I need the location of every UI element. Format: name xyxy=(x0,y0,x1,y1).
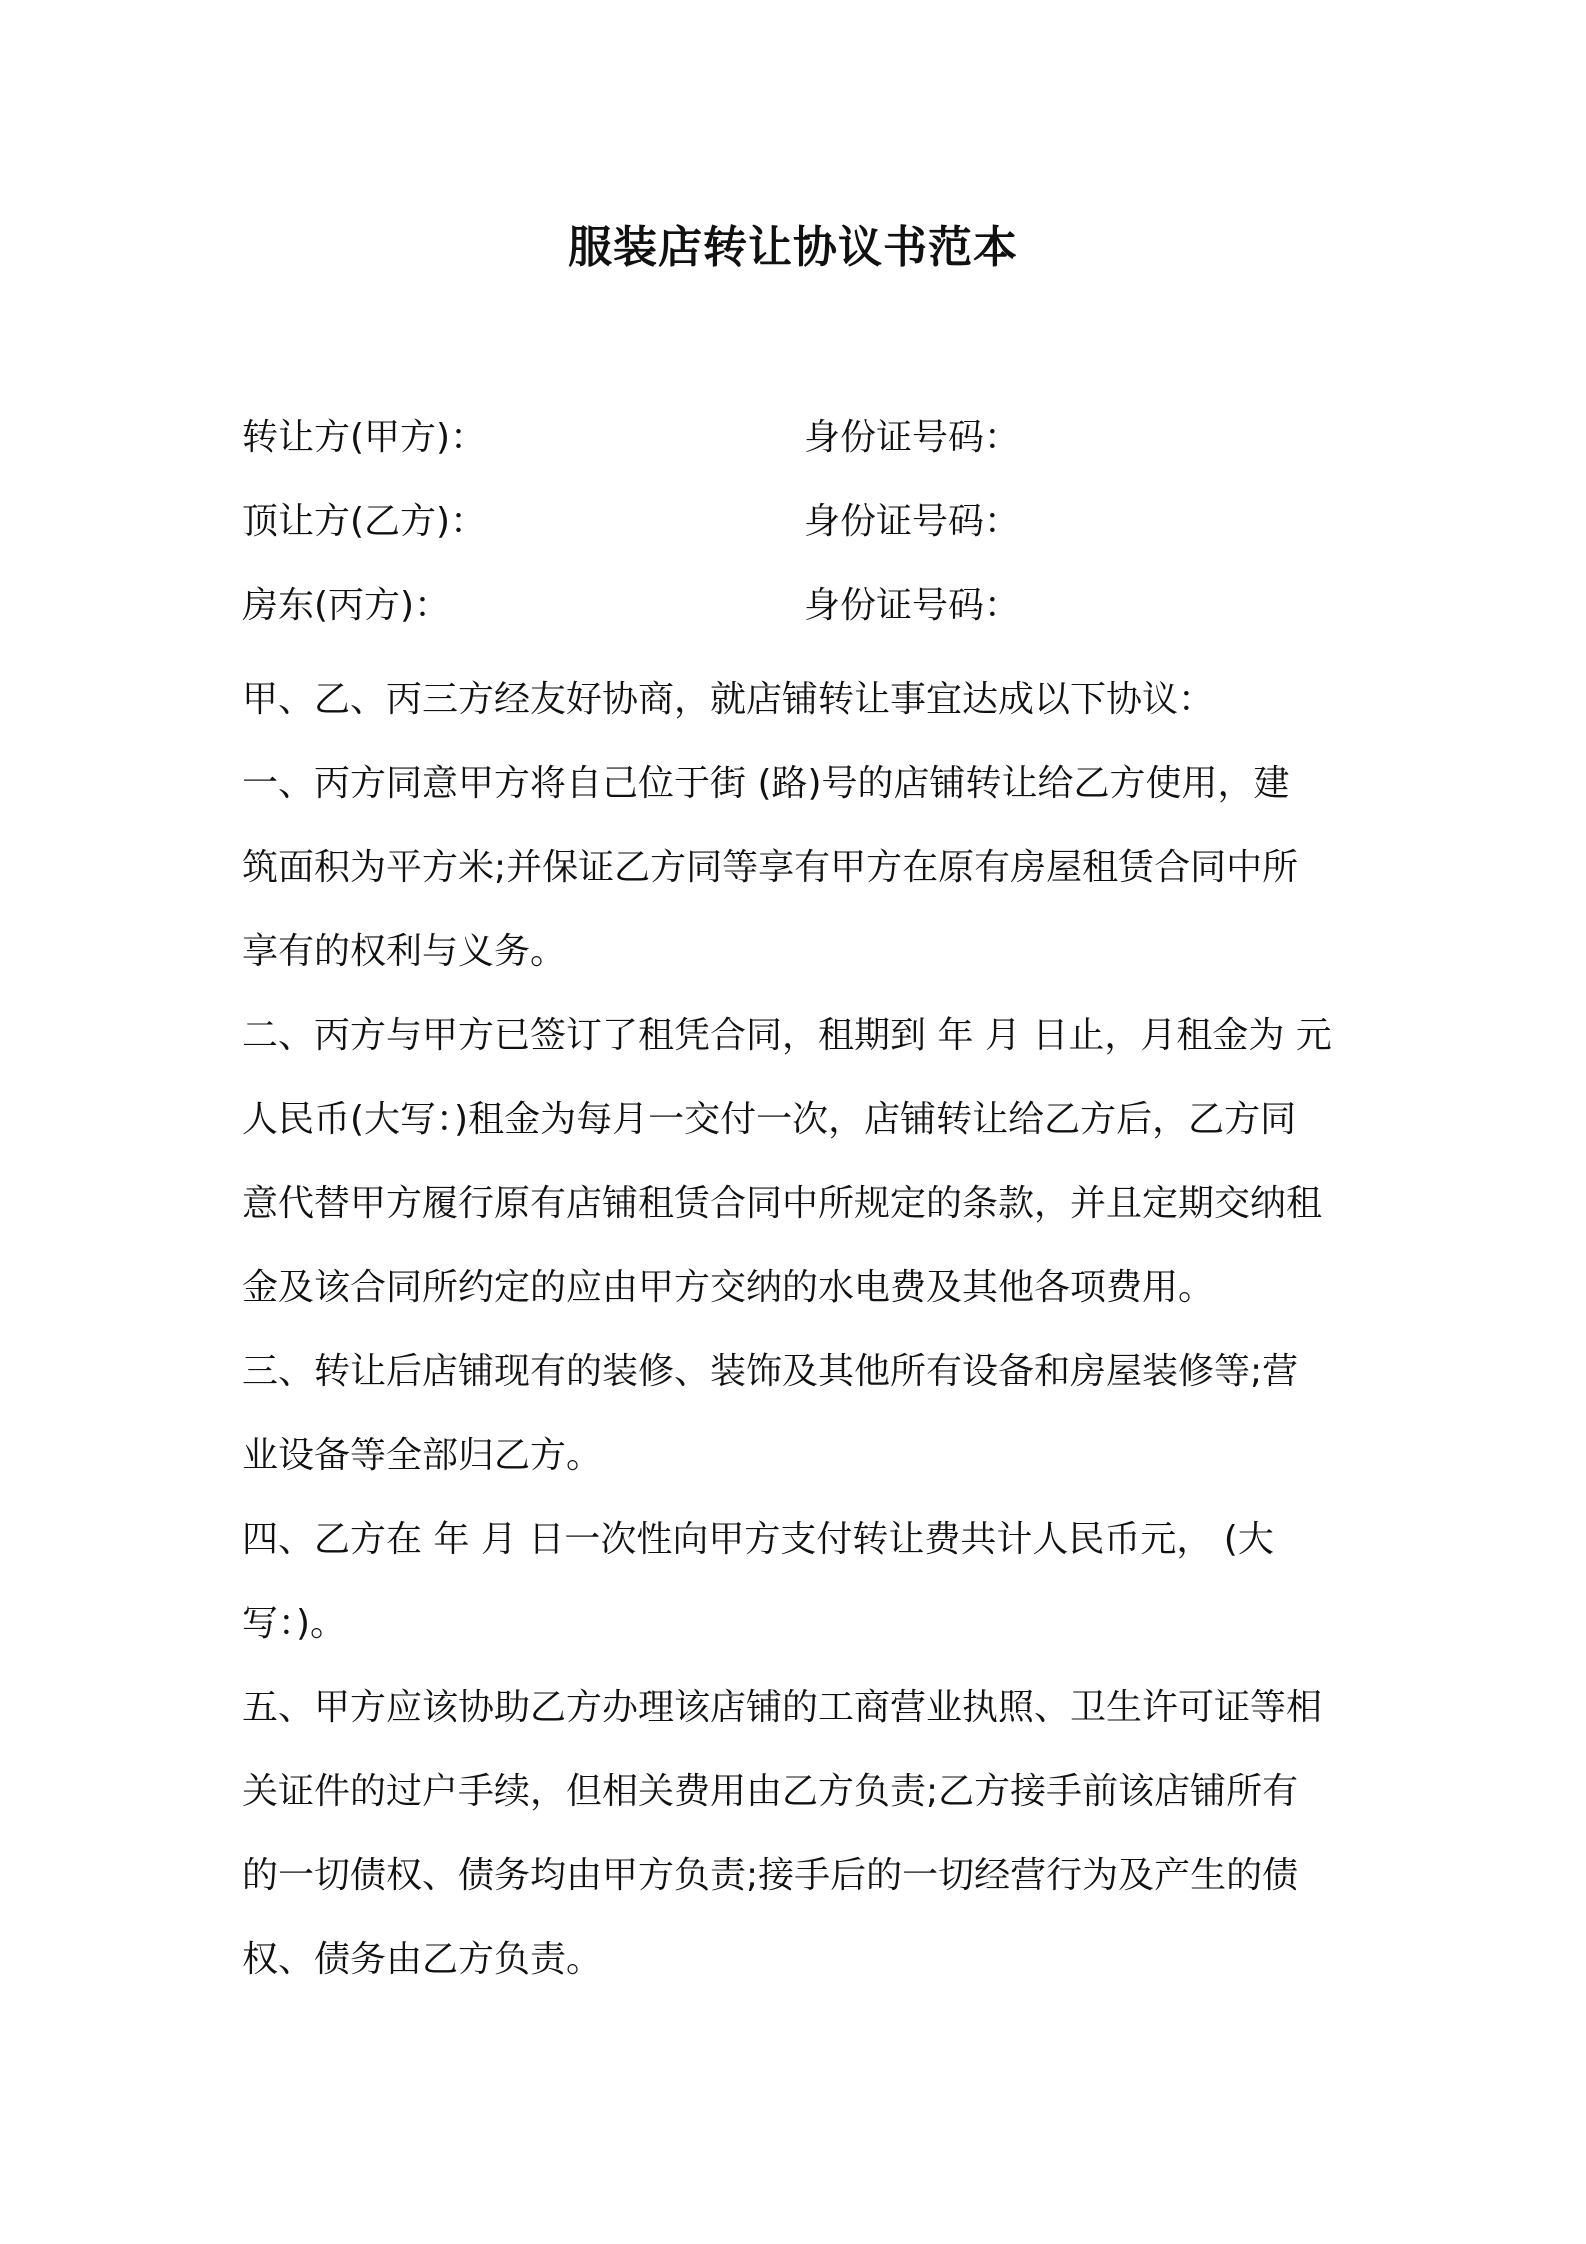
clause-5 xyxy=(242,1666,1362,2002)
clause-line: 四、乙方在 年 月 日一次性向甲方支付转让费共计人民币元， (大 xyxy=(242,1519,1274,1560)
clause-intro xyxy=(242,658,1362,742)
clause-line: 享有的权利与义务。 xyxy=(242,931,567,972)
clause-line: 一、丙方同意甲方将自己位于街 (路)号的店铺转让给乙方使用，建 xyxy=(242,763,1290,804)
landlord-label: 房东(丙方)： xyxy=(242,585,451,626)
landlord-id-label: 身份证号码： xyxy=(804,585,1021,626)
clause-line: 意代替甲方履行原有店铺租赁合同中所规定的条款，并且定期交纳租 xyxy=(242,1183,1323,1224)
clause-line: 二、丙方与甲方已签订了租凭合同，租期到 年 月 日止，月租金为 元 xyxy=(242,1015,1332,1056)
clause-line: 甲、乙、丙三方经友好协商，就店铺转让事宜达成以下协议： xyxy=(242,679,1215,720)
document-title: 服装店转让协议书范本 xyxy=(568,222,1018,273)
transferor-label: 转让方(甲方)： xyxy=(242,417,487,458)
clause-line: 权、债务由乙方负责。 xyxy=(242,1939,603,1980)
agreement-clauses xyxy=(242,658,1362,2002)
clause-1 xyxy=(242,742,1362,994)
clause-line: 业设备等全部归乙方。 xyxy=(242,1435,603,1476)
clause-line: 写：)。 xyxy=(242,1603,347,1644)
clause-2 xyxy=(242,994,1362,1330)
clause-line: 的一切债权、债务均由甲方负责;接手后的一切经营行为及产生的债 xyxy=(242,1855,1299,1896)
clause-3 xyxy=(242,1330,1362,1498)
transferee-id-label: 身份证号码： xyxy=(804,501,1021,542)
clause-line: 关证件的过户手续，但相关费用由乙方负责;乙方接手前该店铺所有 xyxy=(242,1771,1299,1812)
clause-line: 人民币(大写：)租金为每月一交付一次，店铺转让给乙方后，乙方同 xyxy=(242,1099,1297,1140)
transferee-label: 顶让方(乙方)： xyxy=(242,501,487,542)
clause-line: 筑面积为平方米;并保证乙方同等享有甲方在原有房屋租赁合同中所 xyxy=(242,847,1299,888)
clause-4 xyxy=(242,1498,1362,1666)
transferor-id-label: 身份证号码： xyxy=(804,417,1021,458)
clause-line: 金及该合同所约定的应由甲方交纳的水电费及其他各项费用。 xyxy=(242,1267,1215,1308)
clause-line: 五、甲方应该协助乙方办理该店铺的工商营业执照、卫生许可证等相 xyxy=(242,1687,1323,1728)
clause-line: 三、转让后店铺现有的装修、装饰及其他所有设备和房屋装修等;营 xyxy=(242,1351,1299,1392)
